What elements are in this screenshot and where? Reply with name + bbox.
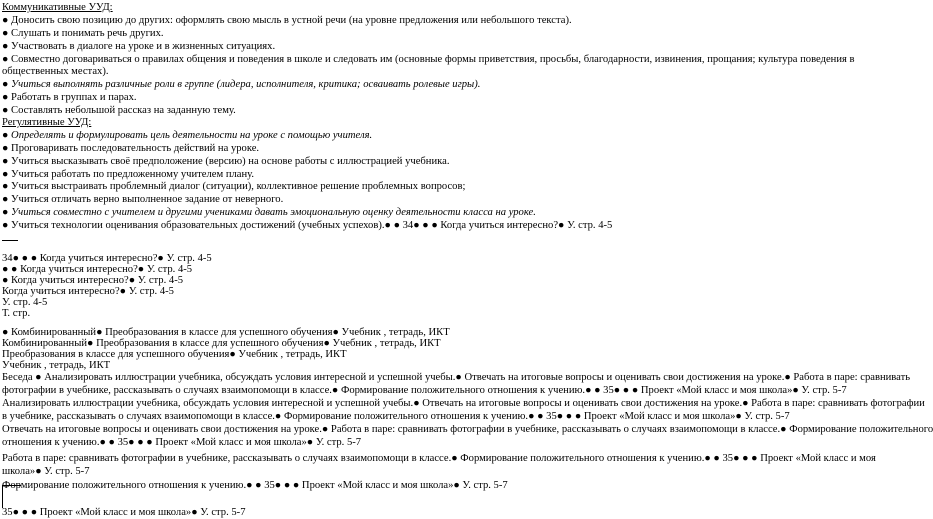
text-line: ● Учиться высказывать своё предположение (версию) на основе работы с иллюстрацией учебника.	[2, 156, 450, 167]
text-line: ● Доносить свою позицию до других: оформлять свою мысль в устной речи (на уровне предложения или небольшого текста).	[2, 15, 572, 26]
heading-communicative: Коммуникативные УУД:	[2, 2, 113, 13]
text-line: ● Комбинированный● Преобразования в классе для успешного обучения● Учебник , тетрадь, ИКТ	[2, 327, 450, 338]
text-line: ● Проговаривать последовательность действий на уроке.	[2, 143, 260, 154]
text-line: Отвечать на итоговые вопросы и оценивать свои достижения на уроке.● Работа в паре: сравнивать фотографии в учебнике, рассказывать о случаях взаимопомощи в классе.● Формирование положительного	[2, 424, 933, 435]
text-line: ● Учиться работать по предложенному учителем плану.	[2, 169, 255, 180]
text-line: 35● ● ● Проект «Мой класс и моя школа»● У. стр. 5-7	[2, 507, 246, 518]
text-line: общественных местах).	[2, 66, 109, 77]
text-line: ● Участвовать в диалоге на уроке и в жизненных ситуациях.	[2, 41, 276, 52]
text-line: ● Учиться технологии оценивания образовательных достижений (учебных успехов).● ● 34● ● ● Когда учиться интересно?● У. стр. 4-5	[2, 220, 613, 231]
text-line: ● Когда учиться интересно?● У. стр. 4-5	[2, 275, 184, 286]
text-line: ● Совместно договариваться о правилах общения и поведения в школе и следовать им (основные формы приветствия, просьбы, благодарности, извинения, прощания; культура поведения в	[2, 54, 855, 65]
text-line: Формирование положительного отношения к учению.● ● 35● ● ● Проект «Мой класс и моя школа»● У. стр. 5-7	[2, 480, 508, 491]
text-line: У. стр. 4-5	[2, 297, 48, 308]
text-line: ● Учиться совместно с учителем и другими учениками давать эмоциональную оценку деятельности класса на уроке.	[2, 207, 536, 218]
text-line: ● Учиться отличать верно выполненное задание от неверного.	[2, 194, 284, 205]
text-line: Работа в паре: сравнивать фотографии в учебнике, рассказывать о случаях взаимопомощи в классе.● Формирование положительного отношения к учению.● ● 35● ● ● Проект «Мой класс и моя	[2, 453, 876, 464]
text-line: Беседа ● Анализировать иллюстрации учебника, обсуждать условия интересной и успешной учебы.● Отвечать на итоговые вопросы и оценивать свои достижения на уроке.● Работа в паре: сравнивать	[2, 372, 911, 383]
text-line: ● Слушать и понимать речь других.	[2, 28, 164, 39]
divider	[2, 240, 18, 241]
text-line: ● ● Когда учиться интересно?● У. стр. 4-5	[2, 264, 193, 275]
text-line: Комбинированный● Преобразования в классе для успешного обучения● Учебник , тетрадь, ИКТ	[2, 338, 441, 349]
text-line: Когда учиться интересно?● У. стр. 4-5	[2, 286, 174, 297]
text-line: ● Работать в группах и парах.	[2, 92, 137, 103]
table-cell-border	[2, 485, 21, 508]
text-line: ● Учиться выполнять различные роли в группе (лидера, исполнителя, критика; осваивать ролевые игры).	[2, 79, 481, 90]
text-line: школа»● У. стр. 5-7	[2, 466, 90, 477]
text-line: 34● ● ● Когда учиться интересно?● У. стр. 4-5	[2, 253, 212, 264]
text-line: Преобразования в классе для успешного обучения● Учебник , тетрадь, ИКТ	[2, 349, 347, 360]
text-line: ● Учиться выстраивать проблемный диалог (ситуации), коллективное решение проблемных вопросов;	[2, 181, 466, 192]
text-line: отношения к учению.● ● 35● ● ● Проект «Мой класс и моя школа»● У. стр. 5-7	[2, 437, 362, 448]
text-line: фотографии в учебнике, рассказывать о случаях взаимопомощи в классе.● Формирование положительного отношения к учению.● ● 35● ● ● Проект «Мой класс и моя школа»● У. стр. 5-7	[2, 385, 847, 396]
text-line: ● Определять и формулировать цель деятельности на уроке с помощью учителя.	[2, 130, 373, 141]
heading-regulatory: Регулятивные УУД:	[2, 117, 92, 128]
text-line: Т. стр.	[2, 308, 31, 319]
text-line: Учебник , тетрадь, ИКТ	[2, 360, 111, 371]
text-line: Анализировать иллюстрации учебника, обсуждать условия интересной и успешной учебы.● Отвечать на итоговые вопросы и оценивать свои достижения на уроке.● Работа в паре: сравнивать фотографии	[2, 398, 925, 409]
text-line: ● Составлять небольшой рассказ на заданную тему.	[2, 105, 236, 116]
text-line: в учебнике, рассказывать о случаях взаимопомощи в классе.● Формирование положительного отношения к учению.● ● 35● ● ● Проект «Мой класс и моя школа»● У. стр. 5-7	[2, 411, 790, 422]
